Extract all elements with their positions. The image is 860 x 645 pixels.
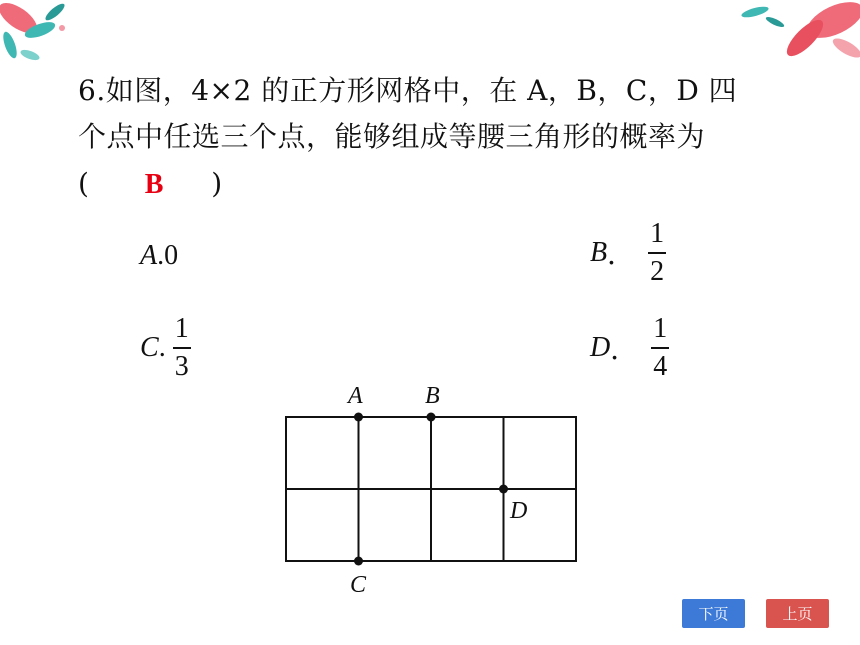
- option-b-letter: B: [590, 237, 608, 268]
- option-d-numerator: 1: [651, 315, 669, 349]
- floral-decoration-top-left: [0, 0, 90, 90]
- floral-decoration-top-right: [735, 0, 860, 70]
- point-a: [354, 413, 363, 422]
- option-c: [140, 315, 191, 381]
- option-c-denominator: 3: [174, 351, 189, 382]
- paren-open: (: [78, 167, 89, 200]
- question-text: [78, 68, 798, 160]
- question-line-2: 个点中任选三个点，能够组成等腰三角形的概率为: [78, 120, 706, 153]
- label-b: B: [425, 383, 440, 409]
- option-d-sep: ．: [610, 335, 639, 366]
- option-b-denominator: 2: [650, 256, 665, 287]
- option-a-sep: .: [157, 240, 165, 271]
- option-c-sep: .: [158, 332, 166, 363]
- answer-value: B: [144, 169, 164, 200]
- option-b-numerator: 1: [648, 220, 666, 254]
- option-b-fraction: [648, 220, 666, 286]
- point-b: [427, 413, 436, 422]
- label-d: D: [510, 498, 528, 524]
- option-d-denominator: 4: [653, 351, 668, 382]
- option-c-fraction: [173, 315, 191, 381]
- label-c: C: [350, 572, 367, 598]
- option-d: [590, 315, 669, 381]
- option-d-fraction: [651, 315, 669, 381]
- paren-close: ): [211, 167, 223, 200]
- next-page-button[interactable]: 下页: [682, 599, 745, 628]
- point-d: [499, 485, 508, 494]
- option-b-sep: ．: [607, 240, 636, 271]
- question-line-1: 6.如图，4×2 的正方形网格中，在 A，B，C，D 四: [78, 74, 738, 107]
- option-b: [590, 220, 666, 286]
- grid-figure: [270, 375, 590, 605]
- option-a-value: 0: [164, 240, 179, 271]
- option-a: [140, 240, 178, 272]
- point-c: [354, 557, 363, 566]
- previous-page-button[interactable]: 上页: [766, 599, 829, 628]
- option-c-letter: C: [140, 332, 159, 363]
- answer-blank: [78, 167, 222, 201]
- option-d-letter: D: [590, 332, 611, 363]
- option-c-numerator: 1: [173, 315, 191, 349]
- option-a-letter: A: [140, 240, 158, 271]
- label-a: A: [348, 383, 363, 409]
